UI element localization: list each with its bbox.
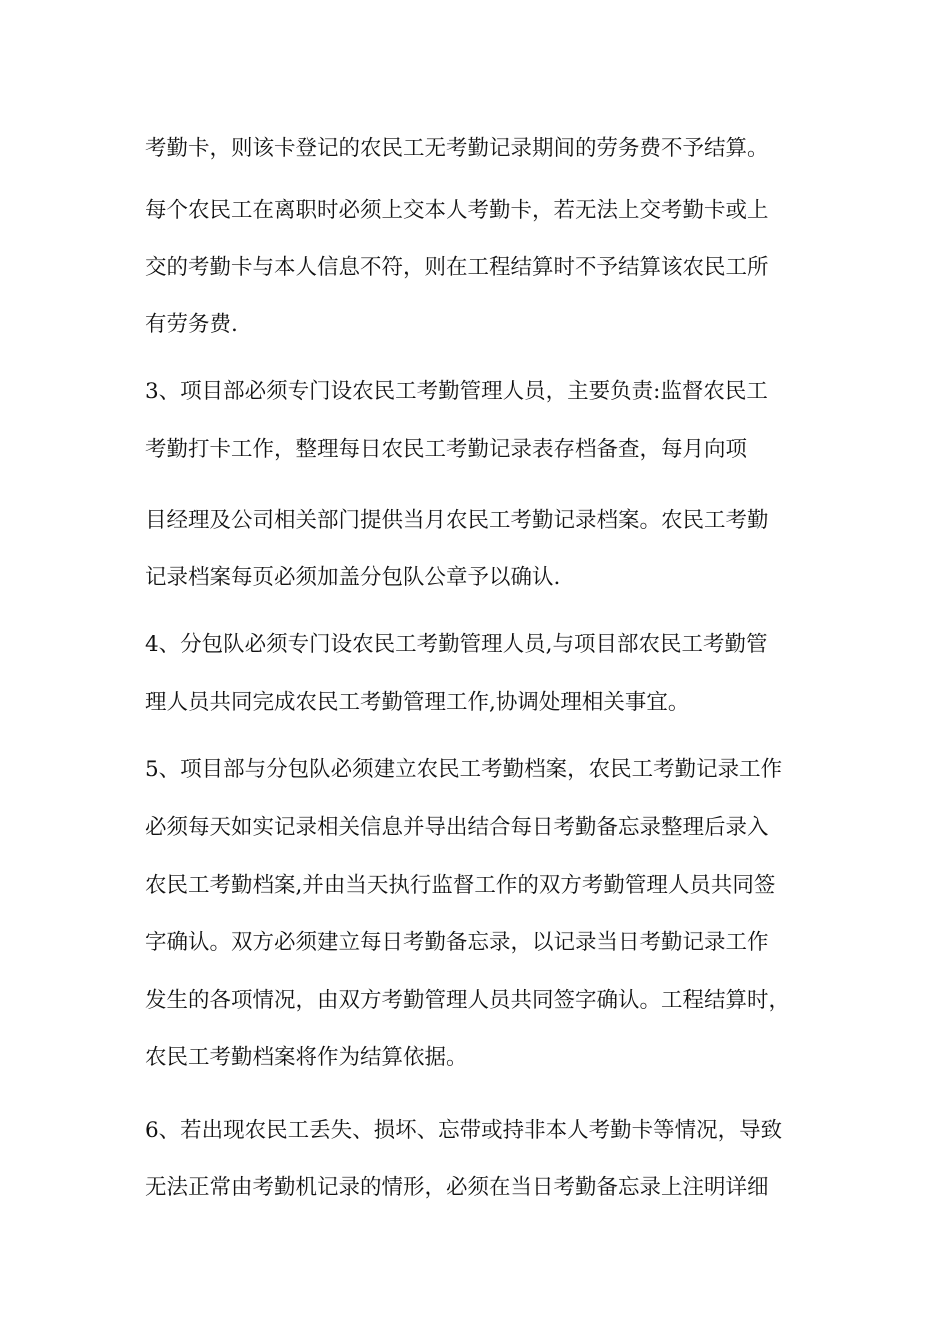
text-line: 理人员共同完成农民工考勤管理工作,协调处理相关事宜。 <box>145 690 690 715</box>
text-line: 字确认。双方必须建立每日考勤备忘录，以记录当日考勤记录工作 <box>145 930 769 955</box>
text-line: 无法正常由考勤机记录的情形，必须在当日考勤备忘录上注明详细 <box>145 1175 769 1200</box>
text-line: 5、项目部与分包队必须建立农民工考勤档案，农民工考勤记录工作 <box>145 757 783 782</box>
text-line: 目经理及公司相关部门提供当月农民工考勤记录档案。农民工考勤 <box>145 508 769 533</box>
text-line: 交的考勤卡与本人信息不符，则在工程结算时不予结算该农民工所 <box>145 255 769 280</box>
text-line: 4、分包队必须专门设农民工考勤管理人员,与项目部农民工考勤管 <box>145 632 768 657</box>
text-line: 发生的各项情况，由双方考勤管理人员共同签字确认。工程结算时， <box>145 988 791 1013</box>
text-line: 每个农民工在离职时必须上交本人考勤卡，若无法上交考勤卡或上 <box>145 198 769 223</box>
text-line: 考勤打卡工作，整理每日农民工考勤记录表存档备查，每月向项 <box>145 437 748 462</box>
text-line: 农民工考勤档案将作为结算依据。 <box>145 1045 468 1070</box>
text-line: 记录档案每页必须加盖分包队公章予以确认. <box>145 565 561 590</box>
text-line: 考勤卡，则该卡登记的农民工无考勤记录期间的劳务费不予结算。 <box>145 136 769 161</box>
text-line: 3、项目部必须专门设农民工考勤管理人员，主要负责:监督农民工 <box>145 379 768 404</box>
text-line: 必须每天如实记录相关信息并导出结合每日考勤备忘录整理后录入 <box>145 815 769 840</box>
text-line: 有劳务费. <box>145 312 238 337</box>
text-line: 6、若出现农民工丢失、损坏、忘带或持非本人考勤卡等情况，导致 <box>145 1118 783 1143</box>
text-line: 农民工考勤档案,并由当天执行监督工作的双方考勤管理人员共同签 <box>145 873 776 898</box>
